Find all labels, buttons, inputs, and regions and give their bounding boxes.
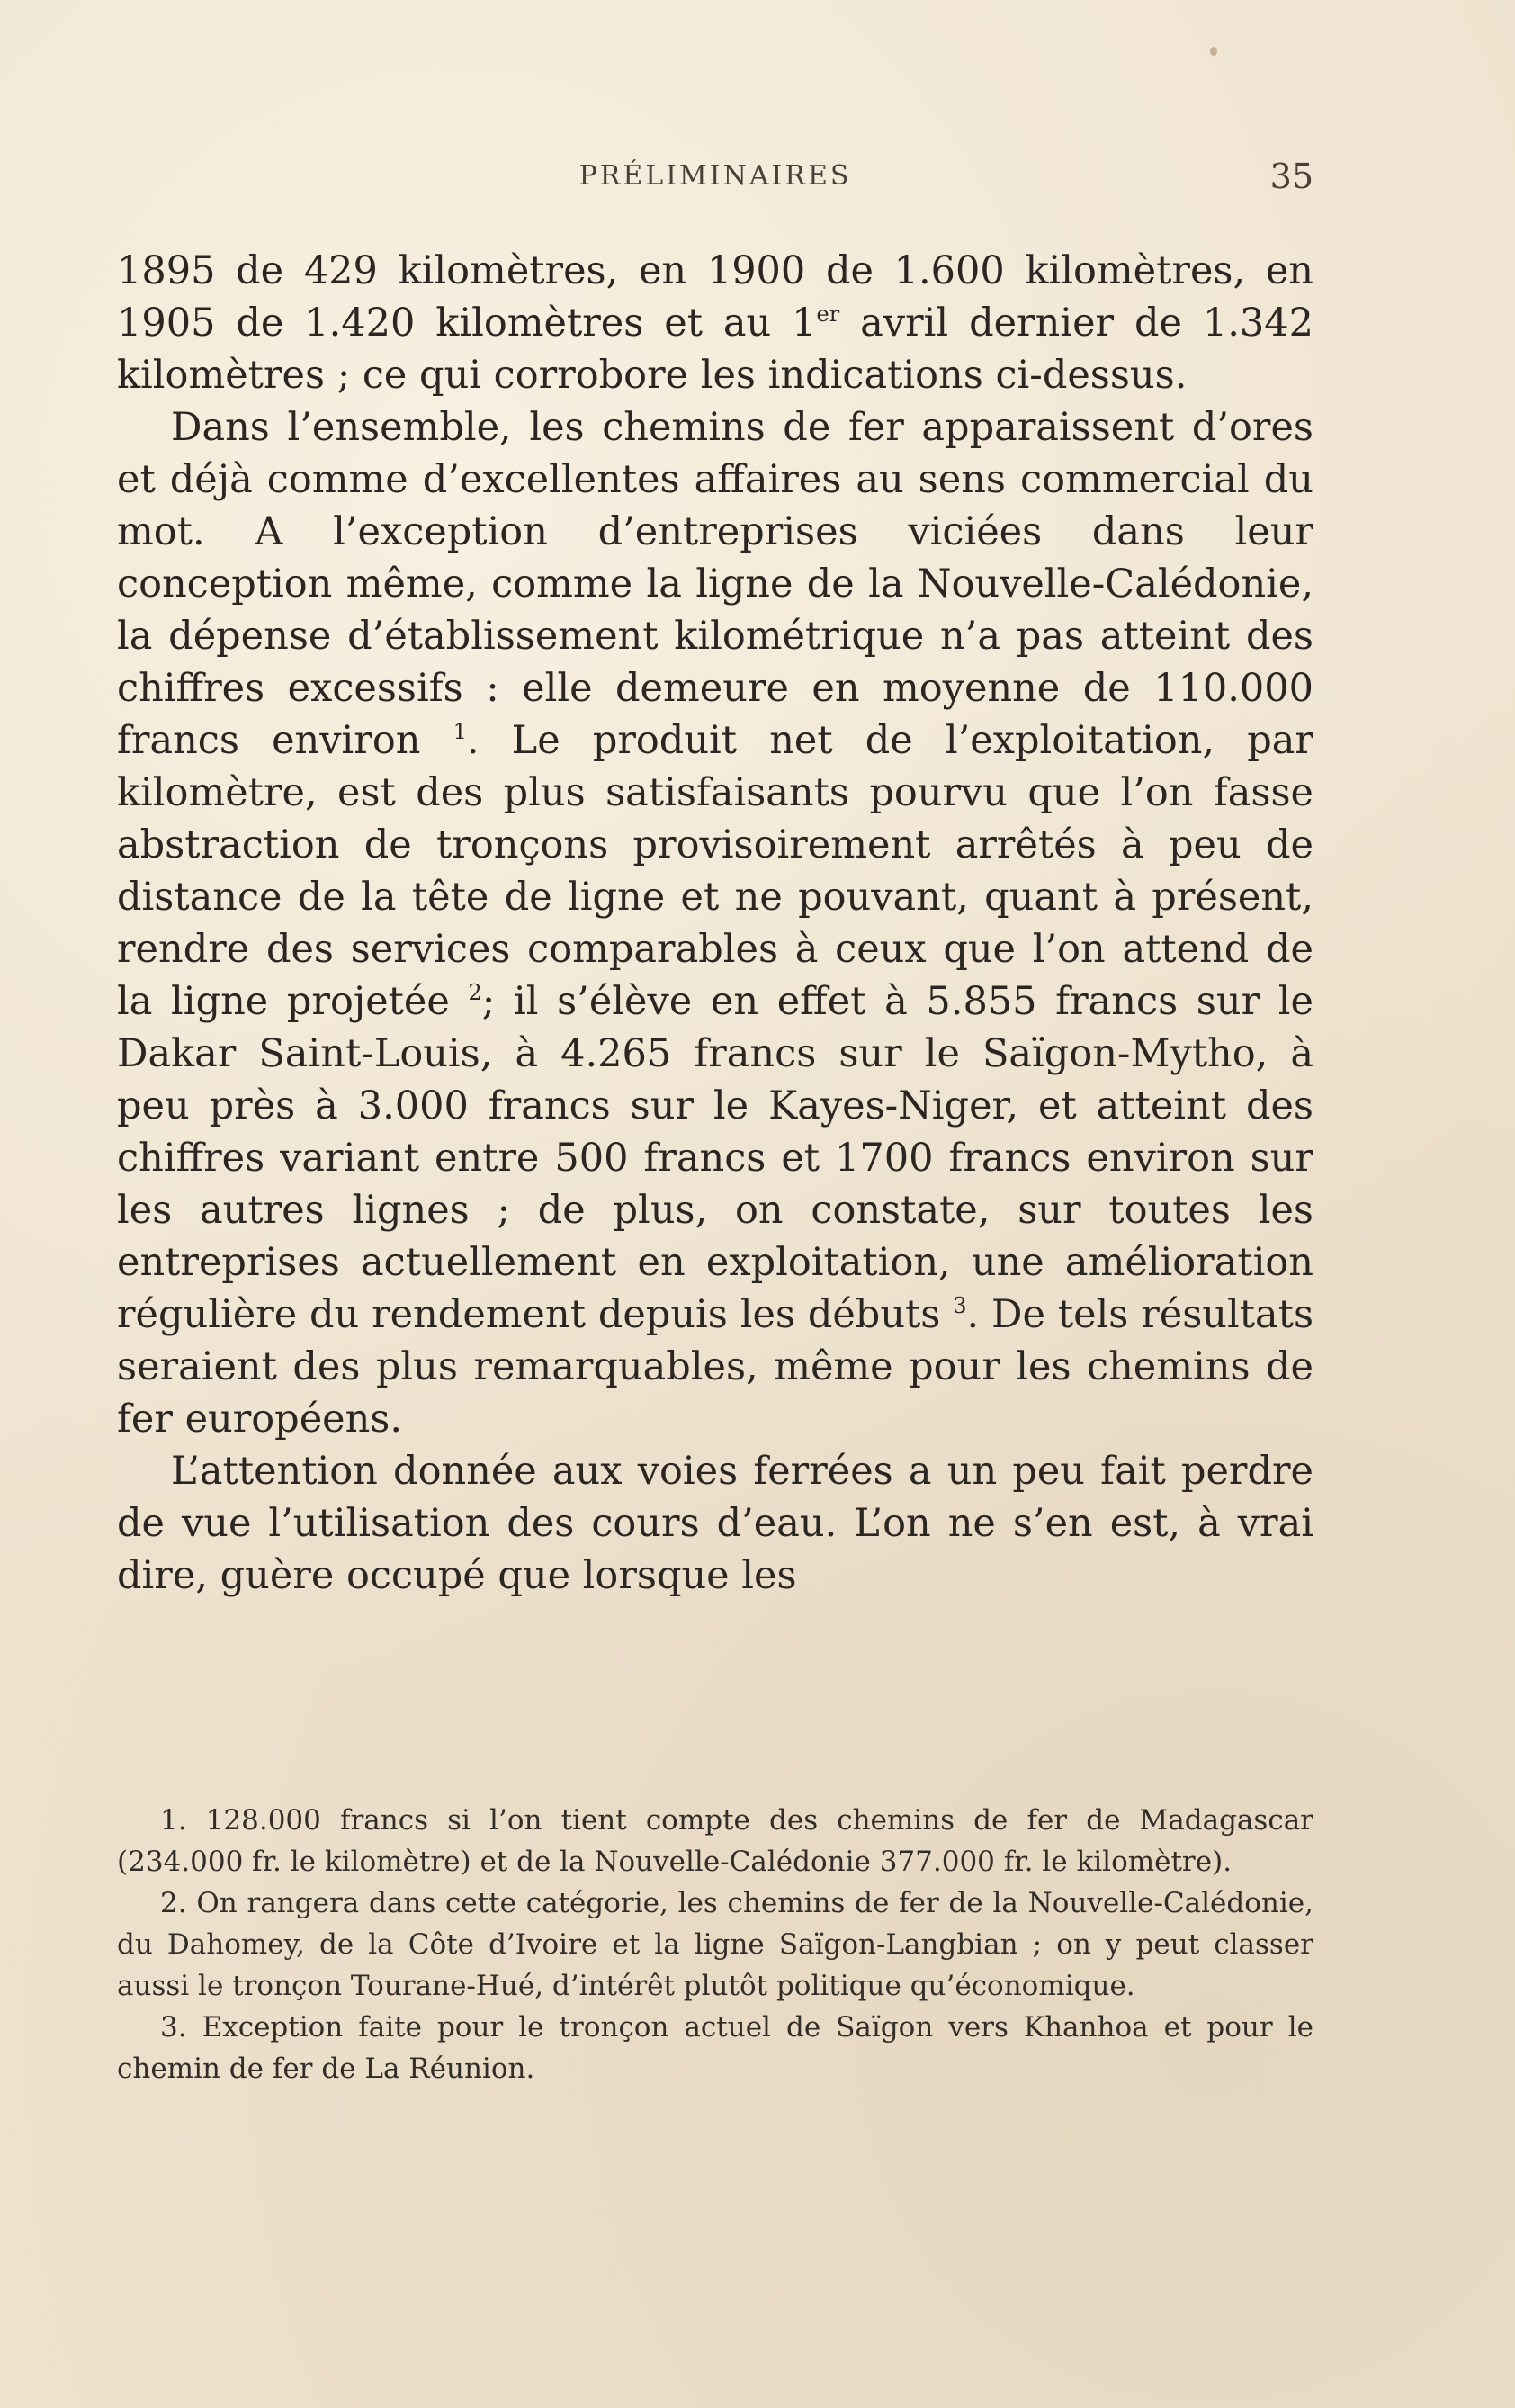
paragraph-2-part-a: Dans l’ensemble, les chemins de fer apparaissent d’ores et déjà comme d’excellentes affaires au sens commercial du mot. A l’exception d’entreprises viciées dans leur conception même, comme la ligne de la Nouvelle-Calédonie, la dépense d’établissement kilométrique n’a pas atteint des chiffres excessifs : elle demeure en moyenne de 110.000 francs environ bbox=[117, 405, 1313, 763]
footnote-1: 1. 128.000 francs si l’on tient compte des chemins de fer de Madagascar (234.000 fr. le kilomètre) et de la Nouvelle-Calédonie 377.000 fr. le kilomètre). bbox=[117, 1804, 1313, 1878]
running-title: PRÉLIMINAIRES bbox=[578, 160, 852, 192]
paragraph-1-tail: avril dernier de 1.342 kilomètres ; ce qui corrobore les indications ci-dessus. bbox=[117, 301, 1314, 398]
ordinal-superscript: er bbox=[816, 301, 840, 327]
body-text bbox=[117, 245, 1313, 1602]
paragraph-2-part-c: ; il s’élève en effet à 5.855 francs sur le Dakar Saint-Louis, à 4.265 francs sur le Saïgon-Mytho, à peu près à 3.000 francs sur le Kayes-Niger, et atteint des chiffres variant entre 500 francs et 1700 francs environ sur les autres lignes ; de plus, on constate, sur toutes les entreprises actuellement en exploitation, une amélioration régulière du rendement depuis les débuts bbox=[117, 979, 1313, 1337]
footnote-ref-2: 2 bbox=[468, 980, 482, 1005]
page-number: 35 bbox=[1269, 157, 1313, 196]
paper-speck bbox=[1210, 47, 1217, 56]
paragraph-2-part-d: . De tels résultats seraient des plus remarquables, même pour les chemins de fer européens. bbox=[117, 1292, 1314, 1442]
paragraph-1-text: 1895 de 429 kilomètres, en 1900 de 1.600 kilomètres, en 1905 de 1.420 kilomètres et au 1 bbox=[117, 248, 1313, 346]
page-header bbox=[117, 157, 1313, 205]
footnotes bbox=[117, 1800, 1313, 2089]
paragraph-3: L’attention donnée aux voies ferrées a un peu fait perdre de vue l’utilisation des cours d’eau. L’on ne s’en est, à vrai dire, guère occupé que lorsque les bbox=[117, 1449, 1313, 1598]
paragraph-2 bbox=[117, 401, 1313, 1445]
paragraph-2-part-b: . Le produit net de l’exploitation, par kilomètre, est des plus satisfaisants pourvu que l’on fasse abstraction de tronçons provisoirement arrêtés à peu de distance de la tête de ligne et ne pouvant, quant à présent, rendre des services comparables à ceux que l’on attend de la ligne projetée bbox=[117, 718, 1313, 1024]
footnote-3: 3. Exception faite pour le tronçon actuel de Saïgon vers Khanhoa et pour le chemin de fer de La Réunion. bbox=[117, 2011, 1313, 2085]
footnote-ref-1: 1 bbox=[453, 719, 467, 744]
footnote-2: 2. On rangera dans cette catégorie, les chemins de fer de la Nouvelle-Calédonie, du Dahomey, de la Côte d’Ivoire et la ligne Saïgon-Langbian ; on y peut classer aussi le tronçon Tourane-Hué, d’intérêt plutôt politique qu’économique. bbox=[117, 1887, 1313, 2002]
footnote-ref-3: 3 bbox=[953, 1293, 967, 1318]
paragraph-1 bbox=[117, 245, 1313, 401]
